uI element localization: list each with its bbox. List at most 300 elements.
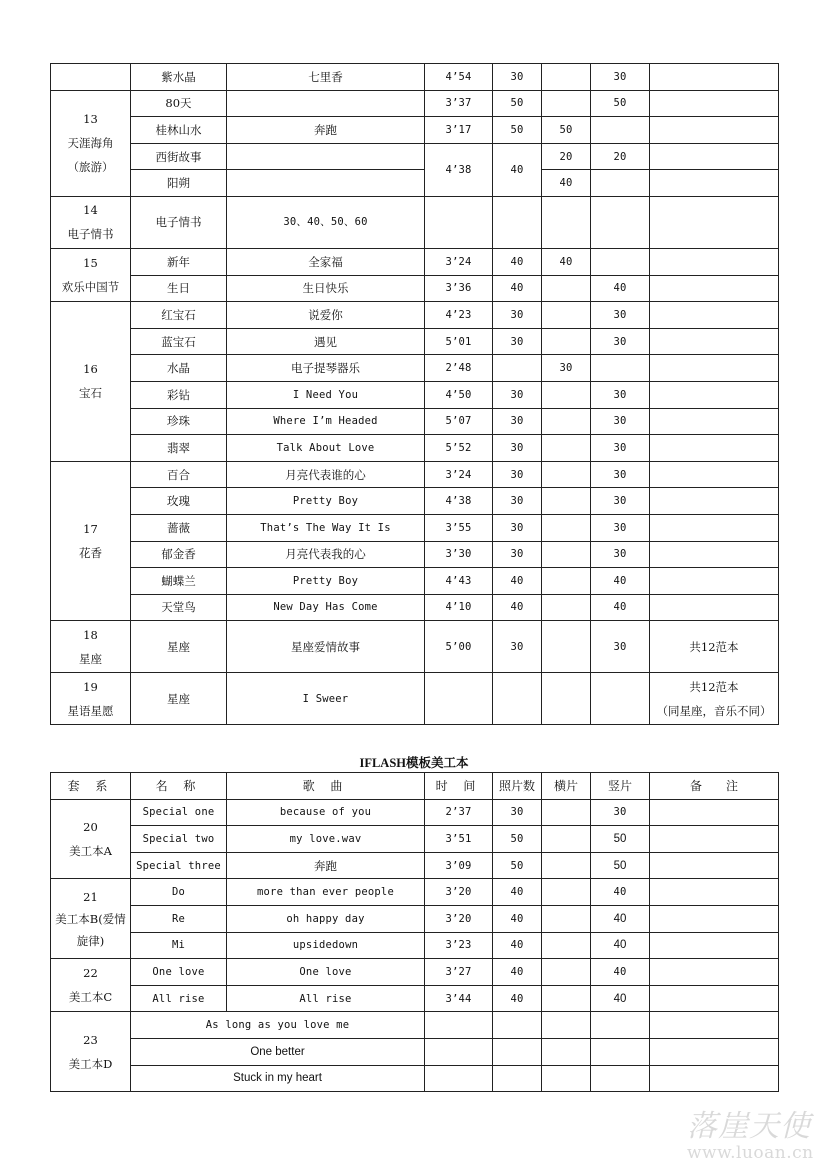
- set-label: 美工本D: [68, 1056, 113, 1071]
- name-cell: Special two: [131, 826, 227, 853]
- horiz-cell: [542, 275, 591, 302]
- vert-cell: 30: [591, 302, 650, 329]
- song-cell: upsidedown: [227, 932, 425, 959]
- note-cell: [650, 568, 779, 595]
- name-cell: Re: [131, 905, 227, 932]
- time-cell: 2’48: [425, 355, 493, 382]
- vert-cell: 30: [591, 461, 650, 488]
- photos-cell: 40: [493, 932, 542, 959]
- table-row: [51, 302, 779, 329]
- note-cell: [650, 90, 779, 117]
- name-cell: 电子情书: [131, 196, 227, 248]
- time-cell: [425, 196, 493, 248]
- vert-cell: [591, 1012, 650, 1039]
- time-cell: [425, 1065, 493, 1092]
- table-row: [51, 621, 779, 673]
- iflash-template-table: [50, 772, 779, 1092]
- time-cell: 3’44: [425, 985, 493, 1012]
- time-cell: 3’27: [425, 959, 493, 986]
- song-cell: my love.wav: [227, 826, 425, 853]
- section-title: IFLASH模板美工本: [359, 756, 469, 770]
- vert-cell: 50: [591, 852, 650, 879]
- photos-cell: 50: [493, 826, 542, 853]
- set-label: 美工本A: [69, 843, 112, 858]
- set-number: 22: [83, 966, 98, 981]
- photos-cell: 30: [493, 461, 542, 488]
- note-cell: [650, 461, 779, 488]
- vert-cell: 40: [591, 932, 650, 959]
- set-number: 18: [83, 627, 98, 642]
- horiz-cell: [542, 64, 591, 91]
- set-cell-15: [51, 248, 131, 301]
- set-label: 天涯海角: [67, 136, 114, 151]
- note-line: 共12范本: [689, 679, 739, 694]
- table-row: [51, 852, 779, 879]
- note-cell: [650, 879, 779, 906]
- note-cell: [650, 1038, 779, 1065]
- horiz-cell: [542, 879, 591, 906]
- horiz-cell: [542, 594, 591, 621]
- horiz-cell: [542, 852, 591, 879]
- name-cell: Special three: [131, 852, 227, 879]
- song-cell: Where I’m Headed: [227, 408, 425, 435]
- horiz-cell: 50: [542, 117, 591, 144]
- horiz-cell: [542, 1065, 591, 1092]
- name-cell: One love: [131, 959, 227, 986]
- table-row: [51, 64, 779, 91]
- horiz-cell: [542, 985, 591, 1012]
- name-cell: 百合: [131, 461, 227, 488]
- set-label: 电子情书: [67, 227, 114, 242]
- photos-cell: 50: [493, 90, 542, 117]
- photos-cell: 30: [493, 799, 542, 826]
- set-number: 21: [83, 889, 98, 904]
- set-number: 15: [83, 256, 98, 271]
- horiz-cell: [542, 799, 591, 826]
- table-row: [51, 275, 779, 302]
- note-cell: [650, 673, 779, 725]
- note-cell: [650, 1012, 779, 1039]
- horiz-cell: [542, 568, 591, 595]
- note-cell: [650, 541, 779, 568]
- set-cell-14: [51, 196, 131, 248]
- time-cell: 4’43: [425, 568, 493, 595]
- vert-cell: [591, 248, 650, 275]
- horiz-cell: 20: [542, 143, 591, 170]
- horiz-cell: [542, 488, 591, 515]
- set-label: 欢乐中国节: [61, 280, 120, 295]
- photos-cell: 30: [493, 328, 542, 355]
- photos-cell: 40: [493, 568, 542, 595]
- name-cell: 紫水晶: [131, 64, 227, 91]
- set-number: 16: [83, 362, 98, 377]
- table-row: [51, 1065, 779, 1092]
- vert-cell: [591, 117, 650, 144]
- header-row: [51, 773, 779, 800]
- vert-cell: 30: [591, 64, 650, 91]
- song-cell: One love: [227, 959, 425, 986]
- photos-cell: [493, 355, 542, 382]
- set-cell-13: [51, 90, 131, 196]
- table-row: [51, 328, 779, 355]
- photos-cell: [493, 1038, 542, 1065]
- set-cell-17: [51, 461, 131, 621]
- song-cell: 30、40、50、60: [227, 196, 425, 248]
- table-row: [51, 170, 779, 197]
- note-cell: [650, 959, 779, 986]
- note-cell: [650, 143, 779, 170]
- vert-cell: 30: [591, 799, 650, 826]
- vert-cell: 30: [591, 435, 650, 462]
- set-number: 17: [83, 522, 98, 536]
- table-row: [51, 435, 779, 462]
- song-cell: 生日快乐: [227, 275, 425, 302]
- horiz-cell: [542, 514, 591, 541]
- header-vert: 竖片: [591, 773, 650, 800]
- set-label: 星语星愿: [67, 703, 114, 718]
- table-row: [51, 488, 779, 515]
- horiz-cell: [542, 196, 591, 248]
- horiz-cell: [542, 435, 591, 462]
- horiz-cell: [542, 381, 591, 408]
- table-row: [51, 673, 779, 725]
- table-row: [51, 90, 779, 117]
- song-cell: Talk About Love: [227, 435, 425, 462]
- photos-cell: 30: [493, 621, 542, 673]
- table-row: [51, 514, 779, 541]
- note-cell: [650, 594, 779, 621]
- vert-cell: 30: [591, 541, 650, 568]
- set-cell-19: [51, 673, 131, 725]
- song-cell: [227, 143, 425, 170]
- note-cell: 共12范本: [650, 621, 779, 673]
- set-cell-16: [51, 302, 131, 462]
- set-label: 花香: [79, 546, 102, 560]
- header-horiz: 横片: [542, 773, 591, 800]
- vert-cell: [591, 170, 650, 197]
- horiz-cell: 30: [542, 355, 591, 382]
- name-cell: All rise: [131, 985, 227, 1012]
- name-cell: 蓝宝石: [131, 328, 227, 355]
- watermark-logo: 落崖天使: [687, 1109, 811, 1144]
- table-row: [51, 1012, 779, 1039]
- time-cell: [425, 1012, 493, 1039]
- note-cell: [650, 170, 779, 197]
- vert-cell: 40: [591, 959, 650, 986]
- note-cell: [650, 932, 779, 959]
- table-row: [51, 985, 779, 1012]
- vert-cell: 50: [591, 826, 650, 853]
- table-row: [51, 461, 779, 488]
- time-cell: 3’24: [425, 248, 493, 275]
- table-row: [51, 594, 779, 621]
- vert-cell: [591, 196, 650, 248]
- time-cell: 5’52: [425, 435, 493, 462]
- song-cell: because of you: [227, 799, 425, 826]
- table-row: [51, 541, 779, 568]
- vert-cell: 30: [591, 514, 650, 541]
- name-cell: 玫瑰: [131, 488, 227, 515]
- note-cell: [650, 905, 779, 932]
- name-cell: 水晶: [131, 355, 227, 382]
- time-cell: [425, 673, 493, 725]
- note-cell: [650, 514, 779, 541]
- table-row: [51, 196, 779, 248]
- header-photos: 照片数: [493, 773, 542, 800]
- photos-cell: [493, 1065, 542, 1092]
- watermark-url: www.luoan.cn: [687, 1143, 814, 1163]
- time-cell: 4’38: [425, 488, 493, 515]
- table-row: [51, 117, 779, 144]
- time-cell: 4’10: [425, 594, 493, 621]
- name-cell: 蔷薇: [131, 514, 227, 541]
- note-cell: [650, 248, 779, 275]
- set-cell: [51, 64, 131, 91]
- song-cell: 月亮代表我的心: [227, 541, 425, 568]
- song-cell: 奔跑: [227, 117, 425, 144]
- horiz-cell: [542, 1012, 591, 1039]
- song-cell: I Need You: [227, 381, 425, 408]
- song-cell: more than ever people: [227, 879, 425, 906]
- song-cell: 奔跑: [227, 852, 425, 879]
- time-cell: 3’23: [425, 932, 493, 959]
- table-row: [51, 143, 779, 170]
- name-cell: Mi: [131, 932, 227, 959]
- song-title-cell: As long as you love me: [131, 1012, 425, 1039]
- horiz-cell: [542, 959, 591, 986]
- set-label: 美工本B(爱情旋律): [55, 911, 126, 948]
- photos-cell: 30: [493, 435, 542, 462]
- name-cell: 珍珠: [131, 408, 227, 435]
- horiz-cell: [542, 1038, 591, 1065]
- song-cell: 说爱你: [227, 302, 425, 329]
- horiz-cell: [542, 328, 591, 355]
- note-cell: [650, 985, 779, 1012]
- time-cell: 4’23: [425, 302, 493, 329]
- note-cell: [650, 381, 779, 408]
- photos-cell: 30: [493, 64, 542, 91]
- song-cell: 遇见: [227, 328, 425, 355]
- song-cell: oh happy day: [227, 905, 425, 932]
- set-number: 23: [83, 1032, 98, 1047]
- vert-cell: [591, 1038, 650, 1065]
- photos-cell: [493, 673, 542, 725]
- time-cell: 4’54: [425, 64, 493, 91]
- song-cell: I Sweer: [227, 673, 425, 725]
- note-line: （同星座，音乐不同）: [656, 703, 772, 718]
- vert-cell: [591, 355, 650, 382]
- time-cell: 2’37: [425, 799, 493, 826]
- note-cell: [650, 488, 779, 515]
- photos-cell: 30: [493, 541, 542, 568]
- horiz-cell: 40: [542, 170, 591, 197]
- horiz-cell: [542, 826, 591, 853]
- name-cell: 红宝石: [131, 302, 227, 329]
- horiz-cell: [542, 541, 591, 568]
- horiz-cell: [542, 932, 591, 959]
- name-cell: 星座: [131, 621, 227, 673]
- table-row: [51, 408, 779, 435]
- photos-cell: 50: [493, 117, 542, 144]
- vert-cell: 40: [591, 568, 650, 595]
- table-row: [51, 381, 779, 408]
- song-cell: 星座爱情故事: [227, 621, 425, 673]
- table-row: [51, 932, 779, 959]
- note-cell: [650, 355, 779, 382]
- time-cell: 4’50: [425, 381, 493, 408]
- set-number: 20: [83, 819, 98, 834]
- horiz-cell: [542, 90, 591, 117]
- name-cell: Do: [131, 879, 227, 906]
- name-cell: 西街故事: [131, 143, 227, 170]
- set-cell-22: [51, 959, 131, 1012]
- set-label: 美工本C: [68, 990, 113, 1005]
- vert-cell: [591, 1065, 650, 1092]
- header-name: 名 称: [131, 773, 227, 800]
- name-cell: 郁金香: [131, 541, 227, 568]
- note-cell: [650, 435, 779, 462]
- note-cell: [650, 408, 779, 435]
- note-cell: [650, 196, 779, 248]
- time-cell: [425, 1038, 493, 1065]
- vert-cell: 40: [591, 879, 650, 906]
- note-cell: [650, 1065, 779, 1092]
- name-cell: 翡翠: [131, 435, 227, 462]
- time-cell: 4’38: [425, 143, 493, 196]
- song-cell: 电子提琴器乐: [227, 355, 425, 382]
- name-cell: 天堂鸟: [131, 594, 227, 621]
- vert-cell: 40: [591, 594, 650, 621]
- header-time: 时 间: [425, 773, 493, 800]
- table-row: [51, 568, 779, 595]
- horiz-cell: [542, 621, 591, 673]
- time-cell: 3’24: [425, 461, 493, 488]
- horiz-cell: [542, 302, 591, 329]
- photos-cell: 40: [493, 275, 542, 302]
- set-cell-18: [51, 621, 131, 673]
- set-cell-23: [51, 1012, 131, 1092]
- note-cell: [650, 799, 779, 826]
- set-sublabel: （旅游）: [67, 160, 114, 175]
- time-cell: 3’51: [425, 826, 493, 853]
- watermark: [687, 1110, 827, 1168]
- set-label: 星座: [79, 651, 102, 666]
- song-cell: That’s The Way It Is: [227, 514, 425, 541]
- time-cell: 3’37: [425, 90, 493, 117]
- photos-cell: 50: [493, 852, 542, 879]
- photos-cell: 40: [493, 594, 542, 621]
- set-number: 19: [83, 679, 98, 694]
- note-cell: [650, 275, 779, 302]
- name-cell: 新年: [131, 248, 227, 275]
- photos-cell: 30: [493, 408, 542, 435]
- horiz-cell: 40: [542, 248, 591, 275]
- name-cell: 彩钻: [131, 381, 227, 408]
- time-cell: 3’55: [425, 514, 493, 541]
- table-row: [51, 1038, 779, 1065]
- song-cell: [227, 90, 425, 117]
- vert-cell: 40: [591, 985, 650, 1012]
- song-cell: Pretty Boy: [227, 568, 425, 595]
- time-cell: 3’30: [425, 541, 493, 568]
- note-cell: [650, 826, 779, 853]
- name-cell: 蝴蝶兰: [131, 568, 227, 595]
- photos-cell: 40: [493, 959, 542, 986]
- vert-cell: [591, 673, 650, 725]
- song-cell: 月亮代表谁的心: [227, 461, 425, 488]
- vert-cell: 30: [591, 621, 650, 673]
- name-cell: 星座: [131, 673, 227, 725]
- header-song: 歌 曲: [227, 773, 425, 800]
- template-table-continued: [50, 63, 779, 725]
- song-cell: 七里香: [227, 64, 425, 91]
- table-row: [51, 905, 779, 932]
- photos-cell: 30: [493, 514, 542, 541]
- note-cell: [650, 328, 779, 355]
- song-title-cell: Stuck in my heart: [131, 1065, 425, 1092]
- photos-cell: [493, 1012, 542, 1039]
- set-cell-20: [51, 799, 131, 879]
- time-cell: 5’00: [425, 621, 493, 673]
- table-row: [51, 799, 779, 826]
- vert-cell: 20: [591, 143, 650, 170]
- table-row: [51, 248, 779, 275]
- vert-cell: 30: [591, 381, 650, 408]
- photos-cell: [493, 196, 542, 248]
- name-cell: Special one: [131, 799, 227, 826]
- vert-cell: 50: [591, 90, 650, 117]
- header-set: 套 系: [51, 773, 131, 800]
- name-cell: 桂林山水: [131, 117, 227, 144]
- photos-cell: 40: [493, 143, 542, 196]
- photos-cell: 40: [493, 879, 542, 906]
- time-cell: 3’20: [425, 879, 493, 906]
- photos-cell: 40: [493, 248, 542, 275]
- header-note: 备 注: [650, 773, 779, 800]
- note-cell: [650, 64, 779, 91]
- song-title-cell: One better: [131, 1038, 425, 1065]
- song-cell: All rise: [227, 985, 425, 1012]
- note-cell: [650, 852, 779, 879]
- vert-cell: 30: [591, 488, 650, 515]
- photos-cell: 40: [493, 985, 542, 1012]
- table-row: [51, 355, 779, 382]
- time-cell: 3’09: [425, 852, 493, 879]
- table-row: [51, 959, 779, 986]
- time-cell: 3’20: [425, 905, 493, 932]
- vert-cell: 30: [591, 408, 650, 435]
- time-cell: 3’36: [425, 275, 493, 302]
- vert-cell: 30: [591, 328, 650, 355]
- time-cell: 3’17: [425, 117, 493, 144]
- photos-cell: 30: [493, 302, 542, 329]
- horiz-cell: [542, 461, 591, 488]
- table-row: [51, 879, 779, 906]
- horiz-cell: [542, 408, 591, 435]
- name-cell: 生日: [131, 275, 227, 302]
- photos-cell: 30: [493, 381, 542, 408]
- horiz-cell: [542, 673, 591, 725]
- song-cell: New Day Has Come: [227, 594, 425, 621]
- song-cell: [227, 170, 425, 197]
- song-cell: 全家福: [227, 248, 425, 275]
- photos-cell: 40: [493, 905, 542, 932]
- photos-cell: 30: [493, 488, 542, 515]
- name-cell: 80天: [131, 90, 227, 117]
- vert-cell: 40: [591, 905, 650, 932]
- song-cell: Pretty Boy: [227, 488, 425, 515]
- set-number: 13: [83, 112, 98, 127]
